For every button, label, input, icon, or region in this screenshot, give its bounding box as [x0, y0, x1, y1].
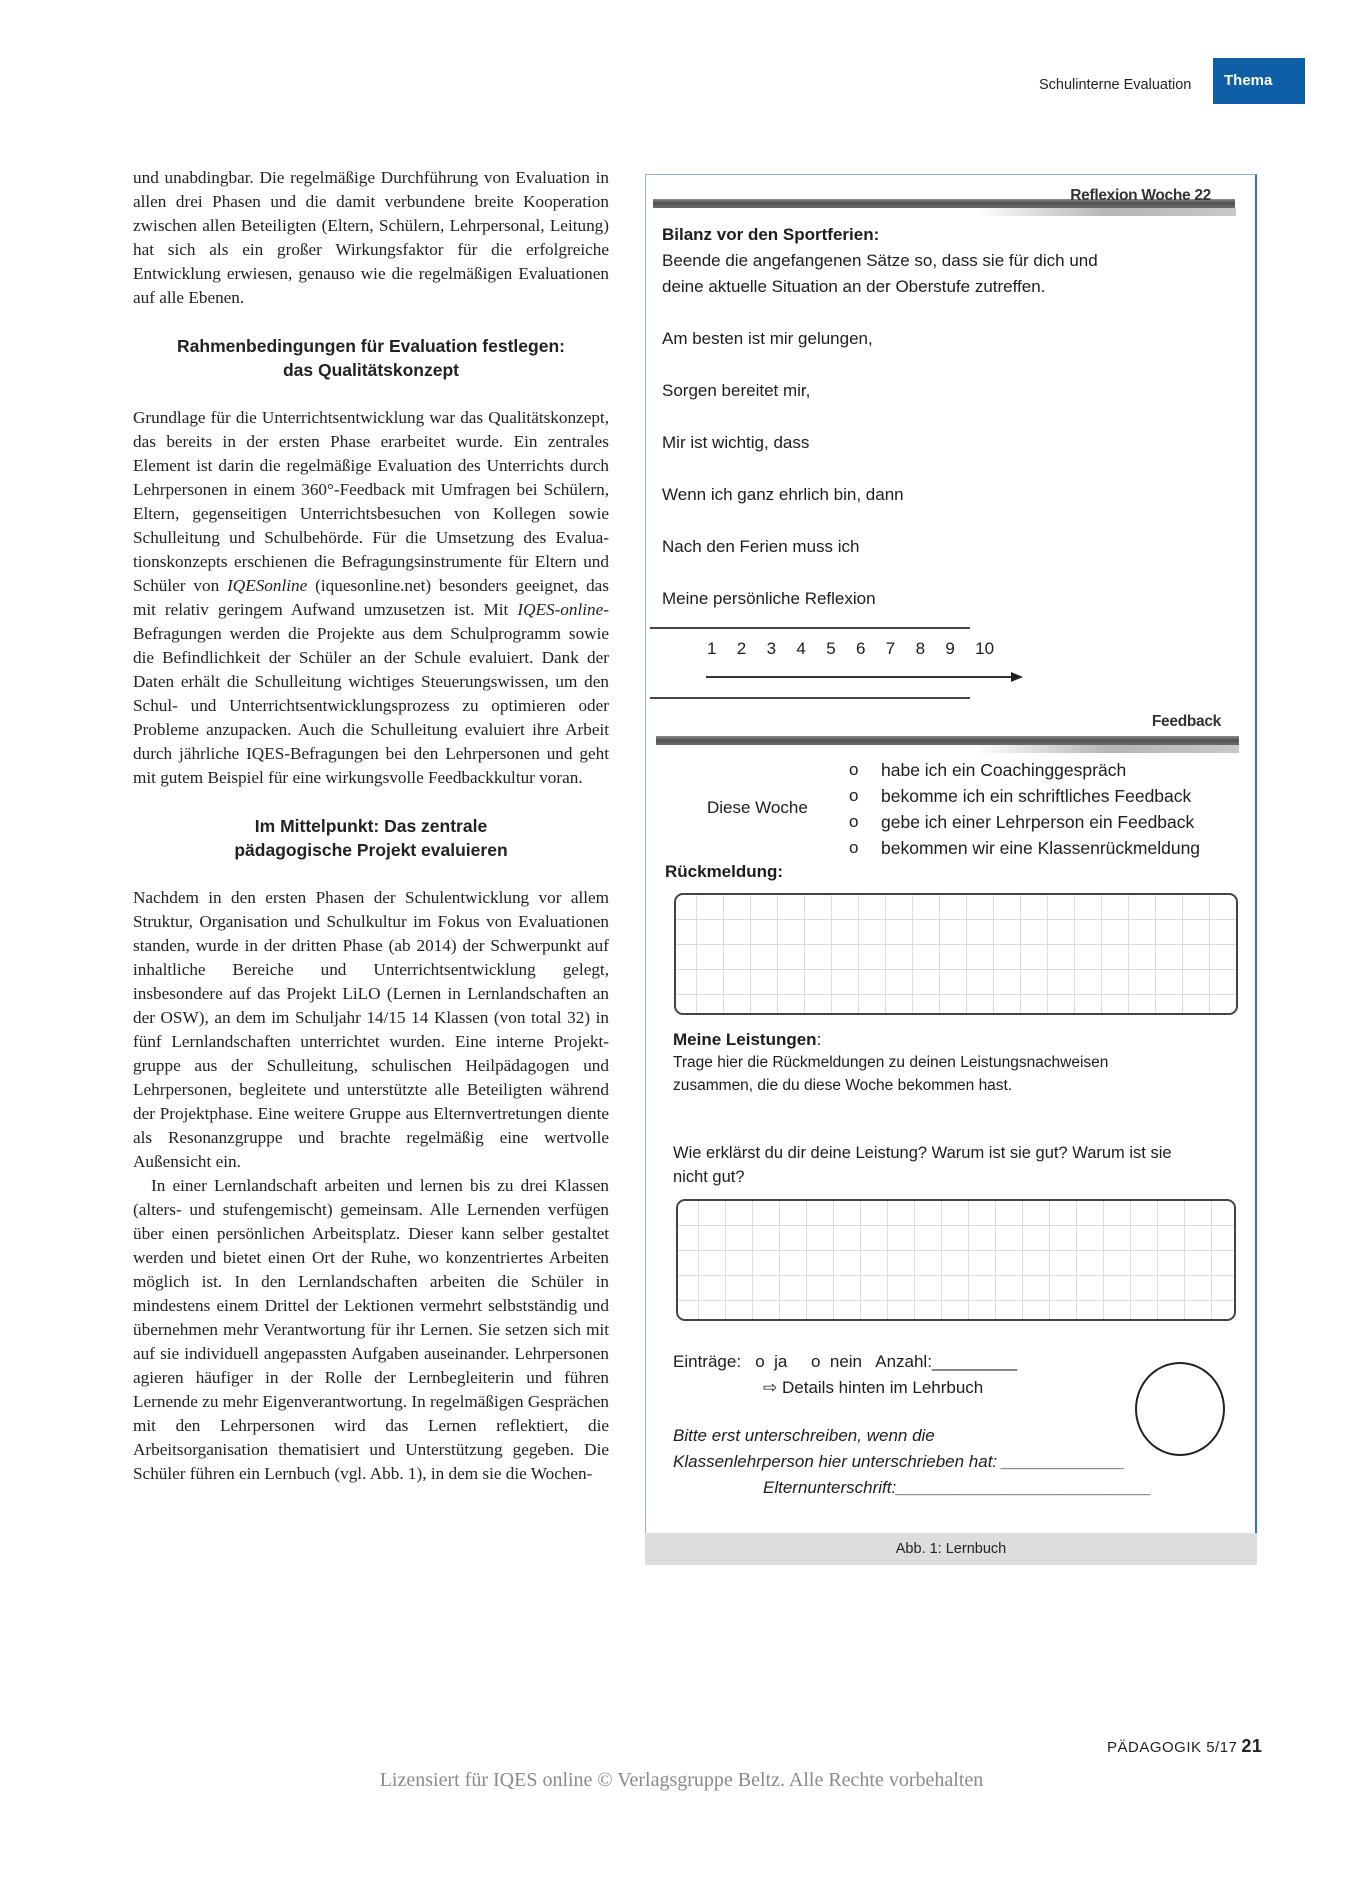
leistung-question-line: nicht gut? — [673, 1168, 745, 1186]
bilanz-title: Bilanz vor den Sportferien: — [662, 225, 880, 244]
heading-line: pädagogische Projekt evaluieren — [234, 840, 508, 860]
scale-value: 4 — [796, 639, 806, 658]
scale-value: 9 — [945, 639, 955, 658]
leistungen-instruction-line: Trage hier die Rückmeldungen zu deinen Leistungsnachweisen — [673, 1054, 1109, 1071]
scale-value: 3 — [766, 639, 777, 658]
section-tag: Thema — [1213, 58, 1305, 104]
details-text: Details hinten im Lehrbuch — [781, 1378, 984, 1397]
prompt-item: Wenn ich ganz ehrlich bin, dann — [662, 485, 904, 504]
rueckmeldung-label: Rückmeldung: — [665, 862, 784, 881]
colon: : — [816, 1030, 822, 1049]
parent-signature-line[interactable]: Elternunterschrift:___________________________ — [763, 1478, 1152, 1497]
prompt-item: Sorgen bereitet mir, — [662, 381, 811, 400]
bilanz-instruction-line: Beende die angefangenen Sätze so, dass sie für dich und — [662, 251, 1098, 270]
option-label: bekommen wir eine Klassenrückmeldung — [881, 838, 1201, 858]
text-run: Grundlage für die Unterrichtsentwicklung war das Qualitätskonzept, das bereits in der ersten Phase erarbeitet wurde. Ein zentrales Element ist darin die regelmäßige Evaluation des Unterrichts durch Lehrpersonen in einem 360°-Feedback mit Umfragen bei Schülern, Eltern, gegenseitigen Unterrichtsbesuchen von Kollegen sowie Schulleitung und Schulbehörde. Für die Umsetzung des Evaluationskonzepts erschienen die Befragungsinstrumente für Eltern und Schüler von — [133, 408, 609, 595]
leistungen-instruction-line: zusammen, die du diese Woche bekommen hast. — [673, 1077, 1013, 1094]
feedback-options — [849, 757, 1200, 861]
license-notice: Lizensiert für IQES online © Verlagsgruppe Beltz. Alle Rechte vorbehalten — [379, 1769, 984, 1791]
checkbox-circle-icon[interactable]: o — [849, 760, 859, 779]
figure-lernbuch — [645, 174, 1257, 1533]
scale-value: 7 — [885, 639, 896, 658]
scale-value: 5 — [826, 639, 836, 658]
checkbox-circle-icon[interactable]: o — [849, 838, 859, 857]
heading-line: das Qualitätskonzept — [282, 360, 459, 380]
product-name: IQESonline — [227, 576, 308, 595]
prompt-item: Meine persönliche Reflexion — [662, 589, 876, 608]
paragraph-intro: und unabdingbar. Die regelmäßige Durchführung von Evaluation in allen drei Phasen und die damit verbundene breite Kooperation zwischen allen Beteiligten (Eltern, Schülern, Lehrpersonal, Leitung) hat sich als ein großer Wirkungsfaktor für die erfolgreiche Entwicklung erwiesen, genauso wie die regelmäßigen Evaluationen auf alle Ebenen. — [133, 168, 609, 307]
heading-line: Im Mittelpunkt: Das zentrale — [254, 816, 488, 836]
paragraph-qualitaetskonzept — [133, 406, 609, 790]
article-column — [133, 166, 609, 1486]
leistung-grid-field[interactable] — [676, 1199, 1236, 1321]
magazine-issue: PÄDAGOGIK 5/17 — [1107, 1739, 1238, 1756]
eintraege-line: Einträge: o ja o nein Anzahl:_________ — [673, 1352, 1018, 1371]
paragraph-lernlandschaft: In einer Lernlandschaft arbeiten und lernen bis zu drei Klassen (alters- und stufengemischt) gemeinsam. Alle Lernenden verfügen über einen persönlichen Arbeitsplatz. Dieser kann selber gestaltet werden und bietet einen Ort der Ruhe, wo konzentriertes Arbeiten möglich ist. In den Lernlandschaften arbeiten die Schüler in mindestens einem Drittel der Lektionen vermehrt selbstständig und übernehmen mehr Verantwortung für ihr Lernen. Sie setzen sich mit auf sie individuell angepassten Aufgaben auseinander. Lehrpersonen agieren häufiger in der Rolle der Lernbegleiterin und führen Lernende zu mehr Eigenverantwortung. In regelmäßigen Gesprächen mit den Lehrpersonen wird das Lernen reflektiert, die Arbeitsorganisation thematisiert und Unterstützung gegeben. Die Schüler führen ein Lernbuch (vgl. Abb. 1), in dem sie die Wochen- — [133, 1176, 609, 1483]
divider-shadow — [976, 745, 1239, 753]
signature-note-line: Bitte erst unterschreiben, wenn die — [673, 1426, 935, 1445]
rating-scale — [707, 639, 1005, 659]
double-arrow-right-icon: ⇨ — [763, 1378, 778, 1397]
bilanz-instruction-line: deine aktuelle Situation an der Oberstufe zutreffen. — [662, 277, 1046, 296]
section-heading-mittelpunkt — [133, 814, 609, 862]
feedback-option[interactable] — [849, 757, 1200, 783]
scale-value: 10 — [975, 639, 995, 658]
feedback-option[interactable] — [849, 809, 1200, 835]
details-line — [763, 1375, 983, 1401]
reflexion-heading: Reflexion Woche 22 — [1070, 187, 1211, 204]
writing-line — [650, 697, 970, 699]
product-name: IQES-online — [517, 600, 604, 619]
writing-line — [650, 627, 970, 629]
figure-caption: Abb. 1: Lernbuch — [645, 1533, 1257, 1565]
magazine-footer — [1107, 1736, 1262, 1757]
diese-woche-label: Diese Woche — [707, 798, 808, 817]
prompt-item: Nach den Ferien muss ich — [662, 537, 860, 556]
scale-value: 2 — [736, 639, 747, 658]
feedback-option[interactable] — [849, 835, 1200, 861]
prompt-item: Am besten ist mir gelungen, — [662, 329, 873, 348]
rueckmeldung-grid-field[interactable] — [674, 893, 1238, 1015]
option-label: habe ich ein Coachinggespräch — [881, 760, 1127, 780]
feedback-heading: Feedback — [1151, 713, 1221, 730]
divider-bar — [656, 736, 1239, 745]
checkbox-circle-icon[interactable]: o — [849, 786, 859, 805]
running-header-section: Schulinterne Evaluation — [1039, 77, 1192, 93]
divider-shadow — [976, 208, 1236, 216]
section-heading-qualitaetskonzept — [133, 334, 609, 382]
leistungen-title-text: Meine Leistungen — [673, 1030, 817, 1049]
checkbox-circle-icon[interactable]: o — [849, 812, 859, 831]
option-label: bekomme ich ein schriftliches Feedback — [881, 786, 1192, 806]
arrow-right-icon — [1011, 672, 1023, 682]
heading-line: Rahmenbedingungen für Evaluation festlegen: — [177, 336, 565, 356]
leistung-question-line: Wie erklärst du dir deine Leistung? Warum ist sie gut? Warum ist sie — [673, 1144, 1172, 1162]
leistungen-title — [673, 1027, 821, 1053]
text-run: -Befragungen werden die Projekte aus dem Schulprogramm sowie die Befindlichkeit der Schüler an der Schule evaluiert. Dank der Daten erhält die Schulleitung wichtiges Steuerungswissen, um den Schul- und Unterrichtsentwicklungsprozess zu optimieren oder Probleme anzupacken. Auch die Schulleitung evaluiert ihre Arbeit durch jährliche IQES-Befragungen bei den Lehrpersonen und geht mit gutem Beispiel für eine wirkungsvolle Feedbackkultur voran. — [133, 600, 609, 787]
stamp-circle — [1135, 1362, 1225, 1456]
scale-value: 8 — [915, 639, 926, 658]
scale-arrow-line — [706, 676, 1011, 678]
teacher-signature-line[interactable]: Klassenlehrperson hier unterschrieben hat: _____________ — [673, 1452, 1125, 1471]
scale-value: 6 — [855, 639, 866, 658]
scale-value: 1 — [707, 639, 717, 658]
prompt-item: Mir ist wichtig, dass — [662, 433, 810, 452]
option-label: gebe ich einer Lehrperson ein Feedback — [881, 812, 1195, 832]
text-run: (iquesonline.net) besonders geeignet, das mit relativ geringem Aufwand umzusetzen ist. Mit — [133, 576, 609, 619]
page-number: 21 — [1241, 1736, 1263, 1756]
paragraph-projekt: Nachdem in den ersten Phasen der Schulentwicklung vor allem Struktur, Organisation und Schulkultur im Fokus von Evaluationen standen, wurde in der dritten Phase (ab 2014) der Schwerpunkt auf inhaltliche Bereiche und Unterrichtsentwicklung gelegt, insbesondere auf das Projekt LiLO (Lernen in Lernlandschaften an der OSW), an dem im Schuljahr 14/15 14 Klassen (von total 32) in fünf Lernlandschaften unterrichtet wurden. Eine interne Projektgruppe aus der Schulleitung, schulischen Heilpädagogen und Lehrpersonen, begleitete und unterstützte alle Beteiligten während der Projektphase. Eine weitere Gruppe aus Elternvertretungen diente als Resonanzgruppe und brachte regelmäßig eine wertvolle Außensicht ein. — [133, 888, 609, 1171]
feedback-option[interactable] — [849, 783, 1200, 809]
